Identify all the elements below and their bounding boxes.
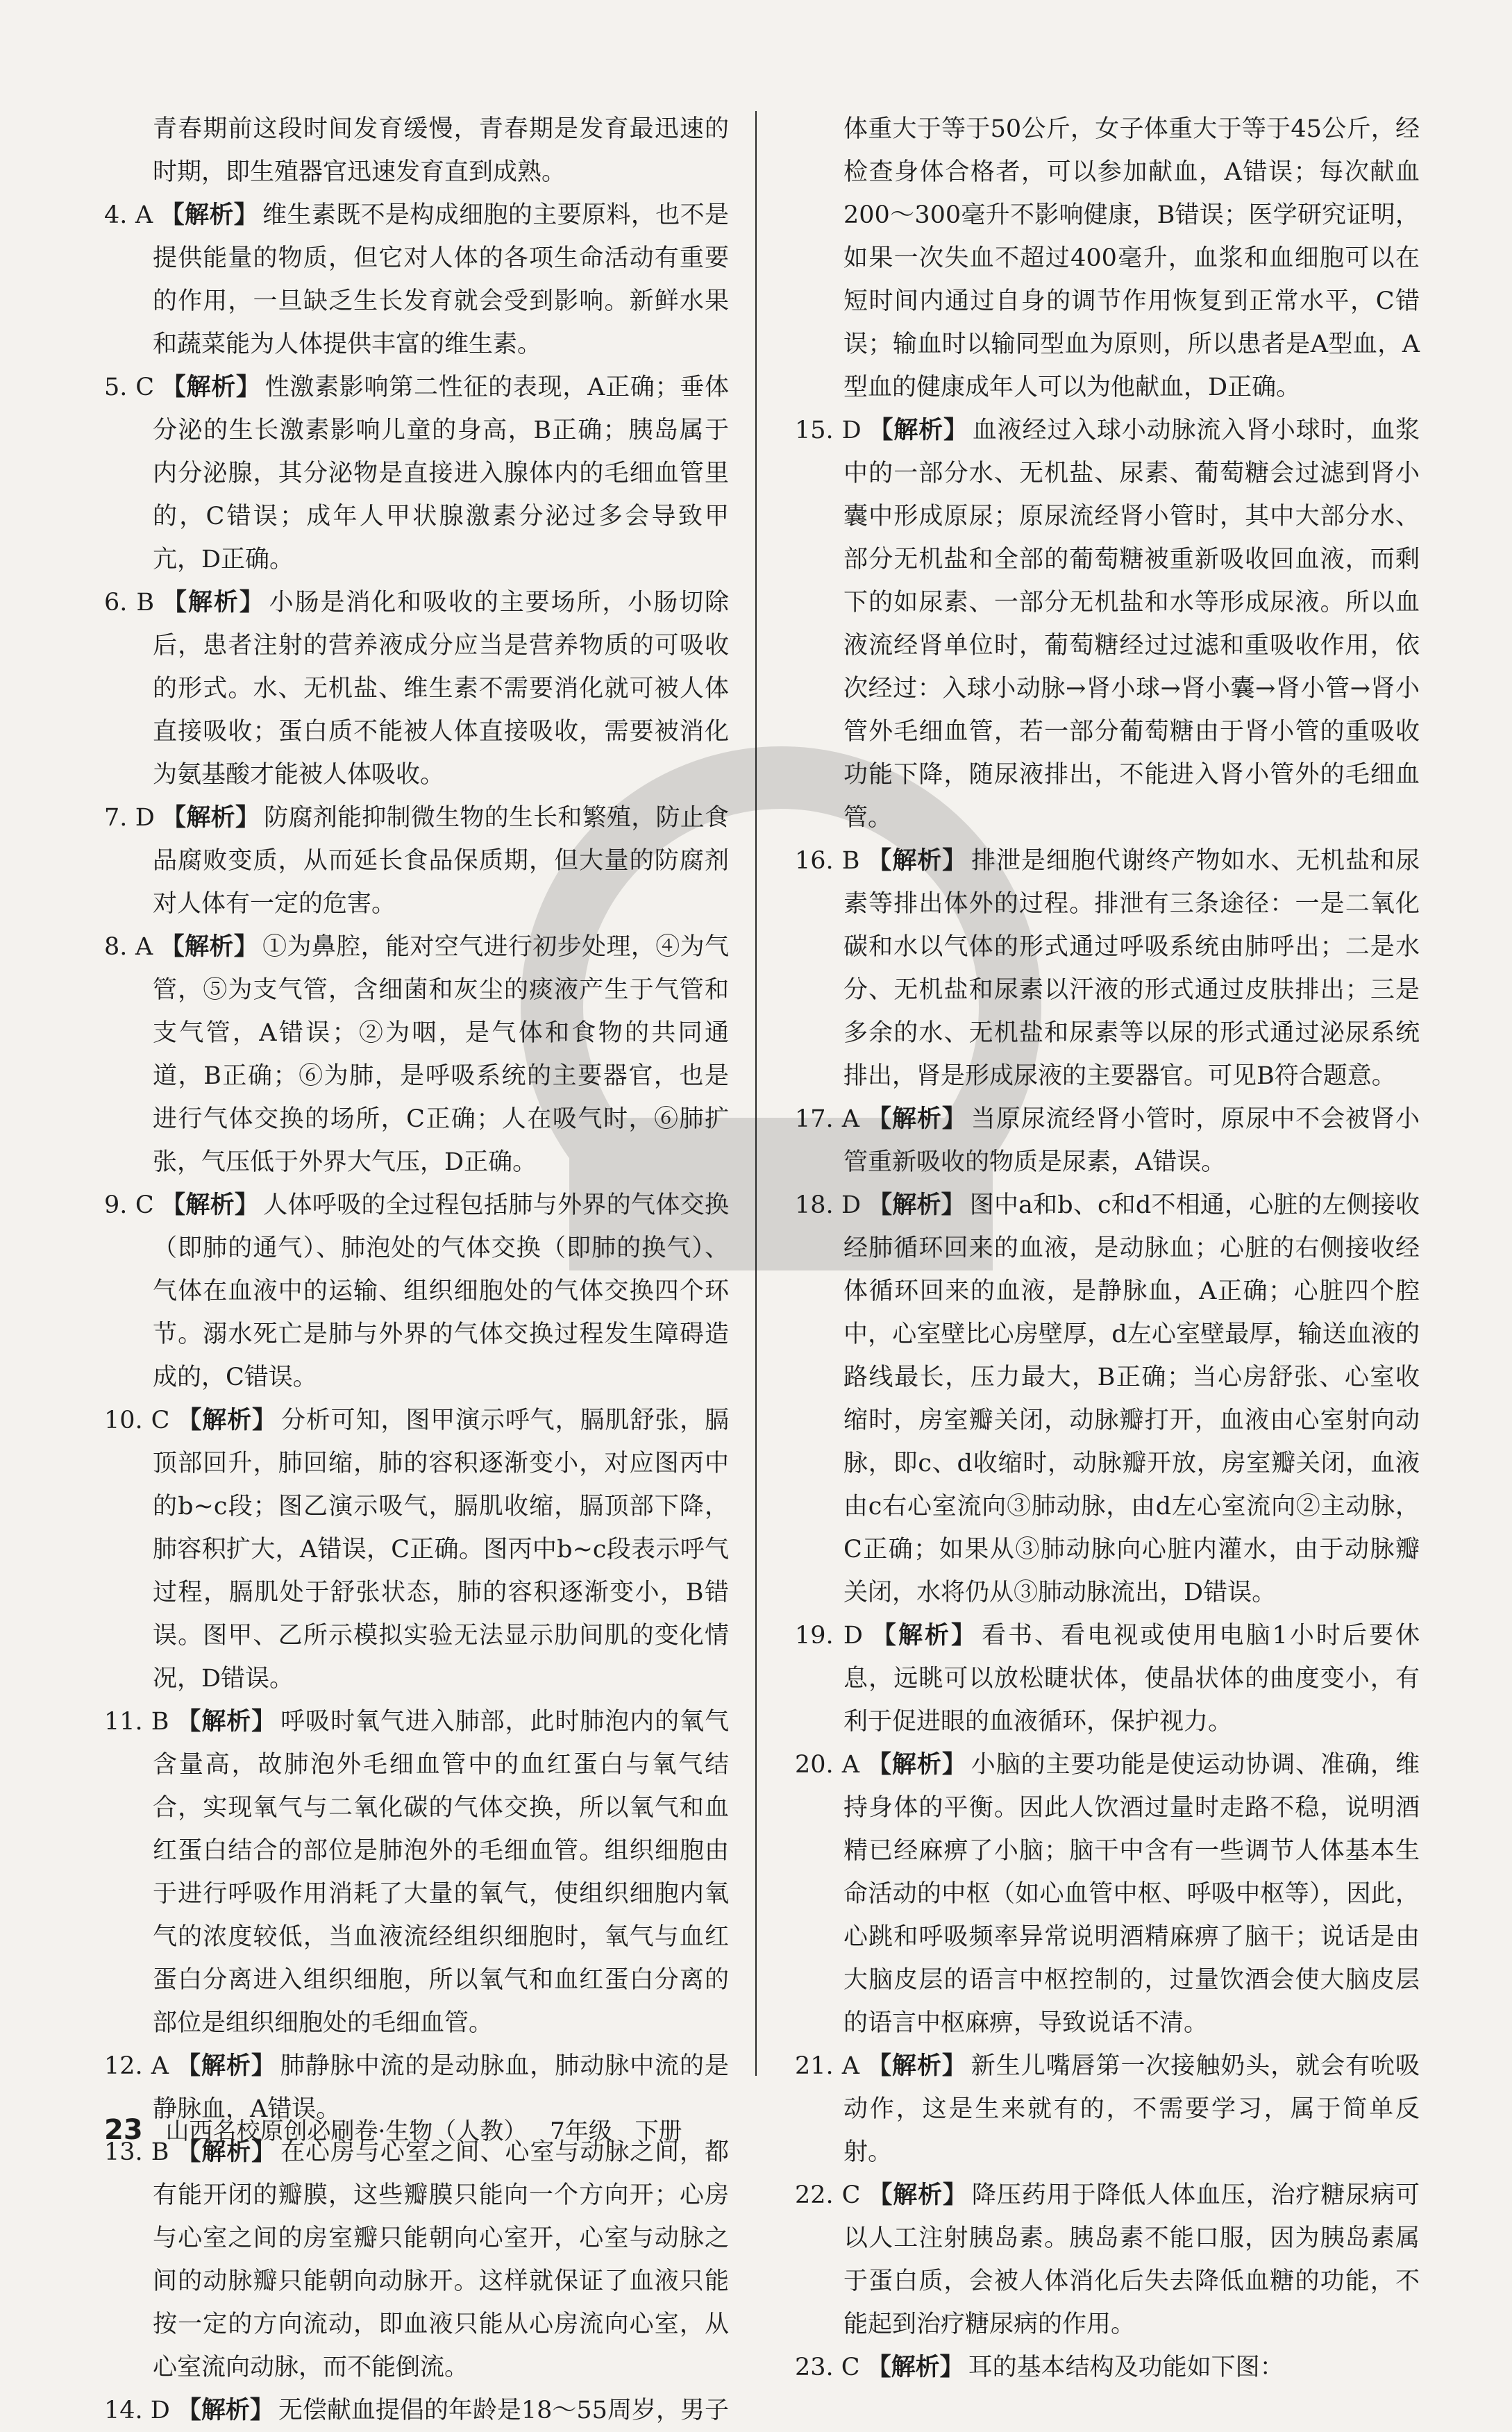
answer-number: 9. C (104, 1191, 154, 1219)
analysis-text: 当原尿流经肾小管时，原尿中不会被肾小管重新吸收的物质是尿素，A错误。 (843, 1105, 1420, 1176)
answer-number: 18. D (795, 1191, 862, 1219)
analysis-tag: 【解析】 (161, 373, 261, 401)
answer-entry (104, 581, 729, 796)
answer-number: 10. C (104, 1407, 170, 1434)
analysis-tag: 【解析】 (160, 932, 259, 961)
analysis-text: 新生儿嘴唇第一次接触奶头，就会有吮吸动作，这是生来就有的，不需要学习，属于简单反射。 (843, 2052, 1420, 2166)
analysis-tag: 【解析】 (869, 1621, 978, 1650)
analysis-tag: 【解析】 (161, 588, 265, 617)
grade-label: 7年级 (550, 2117, 612, 2145)
analysis-text: 血液经过入球小动脉流入肾小球时，血浆中的一部分水、无机盐、尿素、葡萄糖会过滤到肾小囊中形成原尿；原尿流经肾小管时，其中大部分水、部分无机盐和全部的葡萄糖被重新吸收回血液，而剩下的如尿素、一部分无机盐和水等形成尿液。所以血液流经肾单位时，葡萄糖经过过滤和重吸收作用，依次经过：入球小动脉→肾小球→肾小囊→肾小管→肾小管外毛细血管，若一部分葡萄糖由于肾小管的重吸收功能下降，随尿液排出，不能进入肾小管外的毛细血管。 (843, 417, 1420, 832)
answer-entry (104, 194, 729, 366)
book-title: 山西名校原创必刷卷·生物（人教） (165, 2117, 528, 2145)
analysis-tag: 【解析】 (867, 2181, 968, 2209)
analysis-tag: 【解析】 (161, 803, 260, 832)
answer-number: 23. C (795, 2354, 860, 2381)
analysis-text: 肺静脉中流的是动脉血，肺动脉中流的是静脉血，A错误。 (153, 2052, 729, 2123)
answer-entry (104, 1399, 729, 1700)
answer-entry (795, 1743, 1420, 2045)
analysis-tag: 【解析】 (868, 416, 968, 444)
answer-number: 8. A (104, 933, 153, 961)
analysis-text: 呼吸时氧气进入肺部，此时肺泡内的氧气含量高，故肺泡外毛细血管中的血红蛋白与氧气结合，实现氧气与二氧化碳的气体交换，所以氧气和血红蛋白结合的部位是肺泡外的毛细血管。组织细胞由于进行呼吸作用消耗了大量的氧气，使组织细胞内氧气的浓度较低，当血液流经组织细胞时，氧气与血红蛋白分离进入组织细胞，所以氧气和血红蛋白分离的部位是组织细胞处的毛细血管。 (153, 1708, 729, 2037)
left-column (104, 108, 729, 2432)
answer-entry (104, 366, 729, 581)
analysis-tag: 【解析】 (176, 2052, 276, 2080)
analysis-tag: 【解析】 (866, 846, 968, 875)
volume-label: 下册 (635, 2117, 682, 2145)
answer-number: 12. A (104, 2052, 169, 2080)
analysis-text: 看书、看电视或使用电脑1小时后要休息，远眺可以放松睫状体，使晶状体的曲度变小，有利于促进眼的血液循环，保护视力。 (843, 1622, 1420, 1736)
analysis-tag: 【解析】 (866, 1105, 967, 1133)
answer-entry (795, 839, 1420, 1098)
right-column (795, 108, 1420, 2389)
right-lead-text: 体重大于等于50公斤，女子体重大于等于45公斤，经检查身体合格者，可以参加献血，A错误；每次献血200～300毫升不影响健康，B错误；医学研究证明，如果一次失血不超过400毫升，血浆和血细胞可以在短时间内通过自身的调节作用恢复到正常水平，C错误；输血时以输同型血为原则，所以患者是A型血，A型血的健康成年人可以为他献血，D正确。 (843, 115, 1420, 401)
analysis-tag: 【解析】 (868, 1191, 966, 1219)
analysis-tag: 【解析】 (176, 1707, 277, 1736)
analysis-tag: 【解析】 (866, 1750, 967, 1779)
left-lead-text: 青春期前这段时间发育缓慢，青春期是发育最迅速的时期，即生殖器官迅速发育直到成熟。 (153, 115, 729, 186)
analysis-text: 维生素既不是构成细胞的主要原料，也不是提供能量的物质，但它对人体的各项生命活动有重要的作用，一旦缺乏生长发育就会受到影响。新鲜水果和蔬菜能为人体提供丰富的维生素。 (153, 201, 729, 358)
answer-number: 6. B (104, 589, 155, 617)
column-divider (755, 111, 757, 2076)
analysis-tag: 【解析】 (866, 2353, 964, 2381)
answer-number: 22. C (795, 2181, 861, 2209)
analysis-text: ①为鼻腔，能对空气进行初步处理，④为气管，⑤为支气管，含细菌和灰尘的痰液产生于气管和支气管，A错误；②为咽，是气体和食物的共同通道，B正确；⑥为肺，是呼吸系统的主要器官，也是进行气体交换的场所，C正确；人在吸气时，⑥肺扩张，气压低于外界大气压，D正确。 (153, 933, 729, 1176)
answer-entry (104, 2389, 729, 2432)
analysis-text: 排泄是细胞代谢终产物如水、无机盐和尿素等排出体外的过程。排泄有三条途径：一是二氧化碳和水以气体的形式通过呼吸系统由肺呼出；二是水分、无机盐和尿素以汗液的形式通过皮肤排出；三是多余的水、无机盐和尿素等以尿的形式通过泌尿系统排出，肾是形成尿液的主要器官。可见B符合题意。 (843, 847, 1420, 1090)
answer-number: 7. D (104, 804, 155, 832)
analysis-text: 耳的基本结构及功能如下图： (968, 2354, 1284, 2381)
right-entries (795, 409, 1420, 2389)
answer-entry (795, 2346, 1420, 2389)
answer-entry (795, 2174, 1420, 2346)
analysis-text: 防腐剂能抑制微生物的生长和繁殖，防止食品腐败变质，从而延长食品保质期，但大量的防腐剂对人体有一定的危害。 (153, 804, 729, 918)
answer-entry (795, 1184, 1420, 1614)
analysis-text: 图中a和b、c和d不相通，心脏的左侧接收经肺循环回来的血液，是动脉血；心脏的右侧接收经体循环回来的血液，是静脉血，A正确；心脏四个腔中，心室壁比心房壁厚，d左心室壁最厚，输送血液的路线最长，压力最大，B正确；当心房舒张、心室收缩时，房室瓣关闭，动脉瓣打开，血液由心室射向动脉，即c、d收缩时，动脉瓣开放，房室瓣关闭，血液由c右心室流向③肺动脉，由d左心室流向②主动脉，C正确；如果从③肺动脉向心脏内灌水，由于动脉瓣关闭，水将仍从③肺动脉流出，D错误。 (843, 1191, 1420, 1607)
answer-number: 20. A (795, 1751, 860, 1779)
analysis-text: 降压药用于降低人体血压，治疗糖尿病可以人工注射胰岛素。胰岛素不能口服，因为胰岛素属于蛋白质，会被人体消化后失去降低血糖的功能，不能起到治疗糖尿病的作用。 (843, 2181, 1420, 2338)
answer-entry (104, 2131, 729, 2389)
analysis-tag: 【解析】 (160, 201, 259, 229)
answer-entry (795, 409, 1420, 839)
answer-number: 5. C (104, 374, 155, 401)
answer-number: 17. A (795, 1105, 860, 1133)
page-footer (104, 2109, 868, 2151)
analysis-text: 小脑的主要功能是使运动协调、准确，维持身体的平衡。因此人饮酒过量时走路不稳，说明酒精已经麻痹了小脑；脑干中含有一些调节人体基本生命活动的中枢（如心血管中枢、呼吸中枢等），因此，心跳和呼吸频率异常说明酒精麻痹了脑干；说话是由大脑皮层的语言中枢控制的，过量饮酒会使大脑皮层的语言中枢麻痹，导致说话不清。 (843, 1751, 1420, 2037)
answer-number: 19. D (795, 1622, 863, 1650)
analysis-tag: 【解析】 (160, 1191, 260, 1219)
left-entries (104, 194, 729, 2432)
answer-entry (104, 925, 729, 1184)
answer-number: 15. D (795, 417, 862, 444)
answer-number: 13. B (104, 2138, 169, 2166)
answer-entry (795, 2045, 1420, 2174)
analysis-tag: 【解析】 (866, 2052, 967, 2080)
answer-number: 4. A (104, 201, 153, 229)
analysis-text: 分析可知，图甲演示呼气，膈肌舒张，膈顶部回升，肺回缩，肺的容积逐渐变小，对应图丙中的b~c段；图乙演示吸气，膈肌收缩，膈顶部下降，肺容积扩大，A错误，C正确。图丙中b~c段表示呼气过程，膈肌处于舒张状态，肺的容积逐渐变小，B错误。图甲、乙所示模拟实验无法显示肋间肌的变化情况，D错误。 (153, 1407, 729, 1693)
answer-number: 11. B (104, 1708, 169, 1736)
analysis-tag: 【解析】 (176, 1406, 277, 1434)
analysis-text: 性激素影响第二性征的表现，A正确；垂体分泌的生长激素影响儿童的身高，B正确；胰岛属于内分泌腺，其分泌物是直接进入腺体内的毛细血管里的，C错误；成年人甲状腺激素分泌过多会导致甲亢，D正确。 (153, 374, 729, 573)
answer-entry (104, 796, 729, 925)
analysis-text: 在心房与心室之间、心室与动脉之间，都有能开闭的瓣膜，这些瓣膜只能向一个方向开；心房与心室之间的房室瓣只能朝向心室开，心室与动脉之间的动脉瓣只能朝向动脉开。这样就保证了血液只能按一定的方向流动，即血液只能从心房流向心室，从心室流向动脉，而不能倒流。 (153, 2138, 729, 2381)
analysis-tag: 【解析】 (176, 2396, 274, 2424)
analysis-tag: 【解析】 (176, 2138, 277, 2166)
answer-number: 16. B (795, 847, 860, 875)
page-number: 23 (104, 2114, 143, 2146)
answer-entry (104, 1184, 729, 1399)
analysis-text: 小肠是消化和吸收的主要场所，小肠切除后，患者注射的营养液成分应当是营养物质的可吸收的形式。水、无机盐、维生素不需要消化就可被人体直接吸收；蛋白质不能被人体直接吸收，需要被消化为氨基酸才能被人体吸收。 (153, 589, 729, 789)
answer-entry (795, 1098, 1420, 1184)
answer-entry (795, 1614, 1420, 1743)
answer-entry (104, 1700, 729, 2045)
analysis-text: 人体呼吸的全过程包括肺与外界的气体交换（即肺的通气）、肺泡处的气体交换（即肺的换气）、气体在血液中的运输、组织细胞处的气体交换四个环节。溺水死亡是肺与外界的气体交换过程发生障碍造成的，C错误。 (153, 1191, 729, 1391)
answer-number: 14. D (104, 2397, 170, 2424)
answer-number: 21. A (795, 2052, 860, 2080)
analysis-text: 无偿献血提倡的年龄是18～55周岁，男子 (278, 2397, 729, 2424)
